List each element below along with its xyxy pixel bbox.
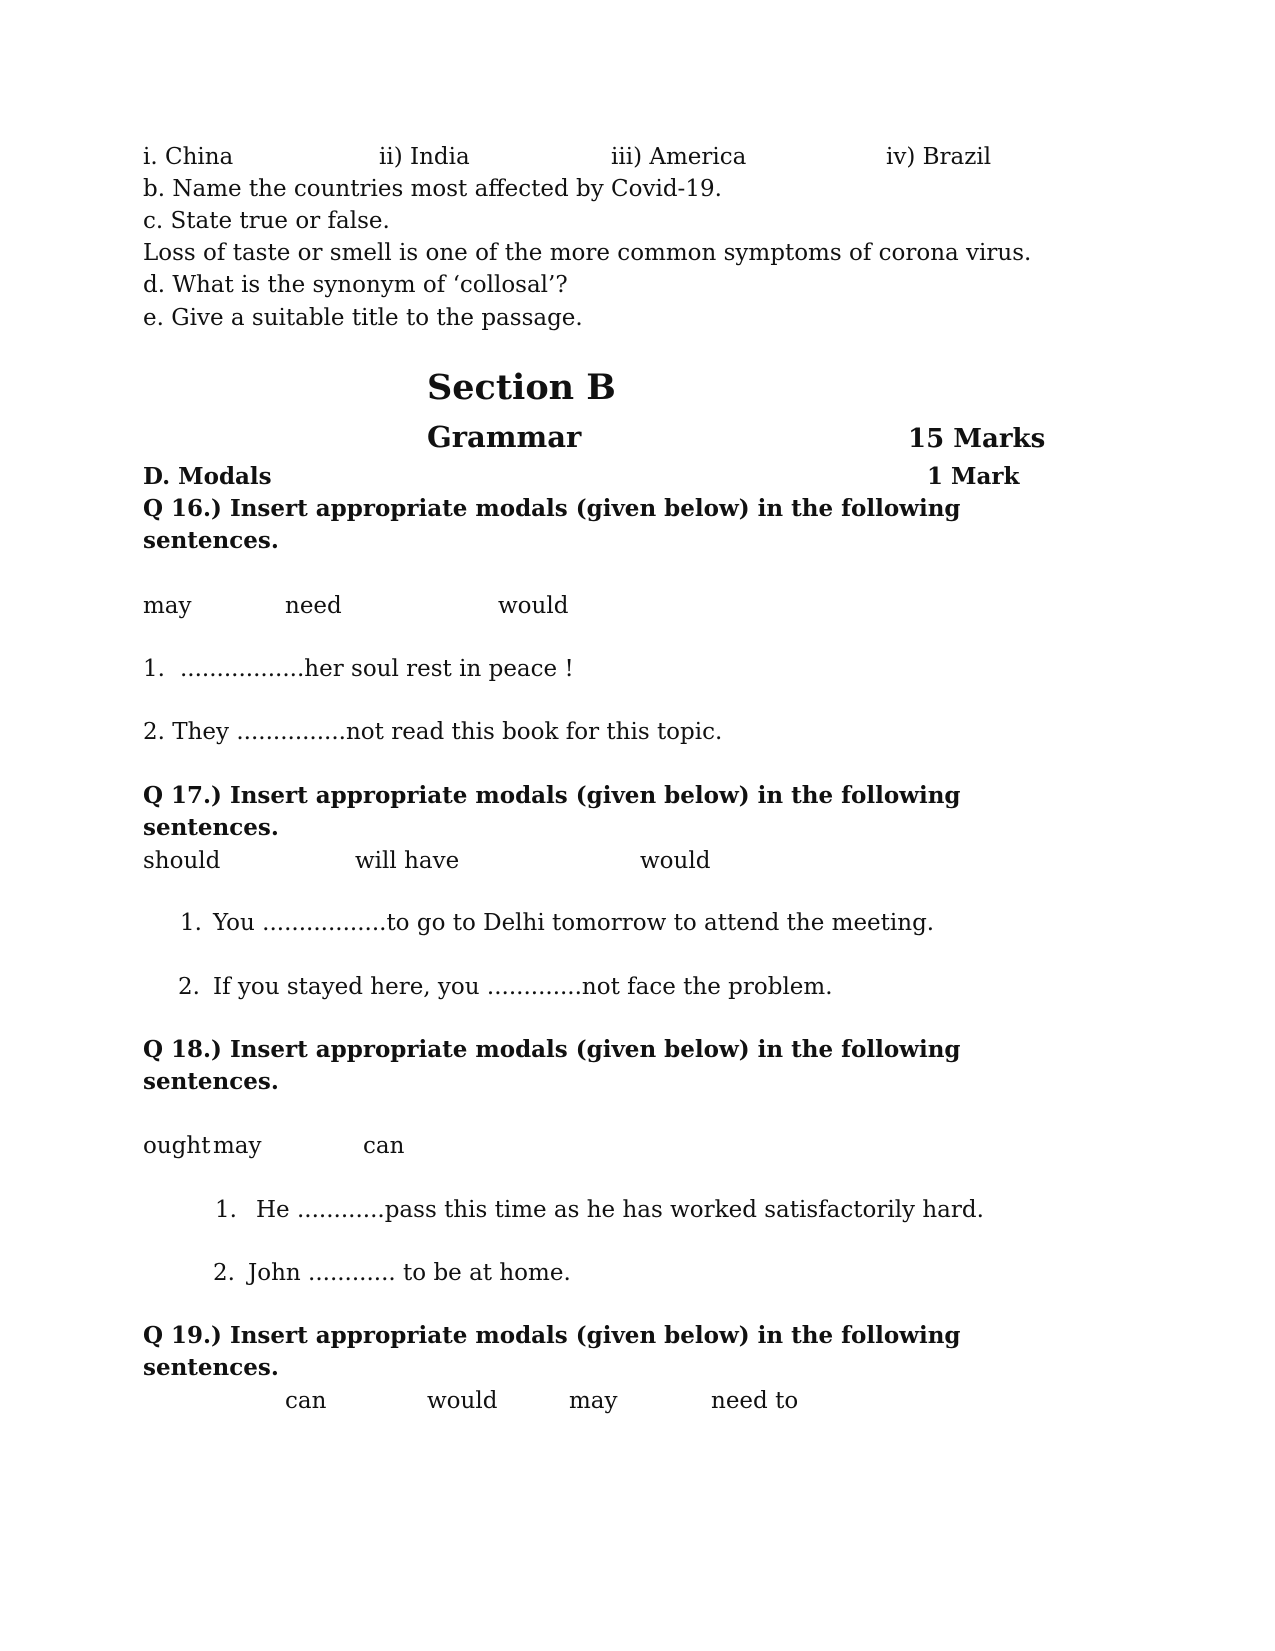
option-america: iii) America: [611, 144, 747, 170]
q16-sentence-2: 2. They ...............not read this book for this topic.: [143, 719, 723, 745]
question-c: c. State true or false.: [143, 208, 390, 234]
q17-word-will-have: will have: [355, 848, 460, 874]
modals-heading: D. Modals: [143, 463, 272, 490]
option-brazil: iv) Brazil: [886, 144, 992, 170]
q18-word-ought: ought: [143, 1133, 211, 1159]
q18-s2-number: 2.: [213, 1260, 235, 1286]
q18-sentence-2: John ............ to be at home.: [248, 1260, 571, 1286]
section-subtitle: Grammar: [427, 420, 582, 454]
question-d: d. What is the synonym of ‘collosal’?: [143, 272, 568, 298]
q16-sentence-1: .................her soul rest in peace !: [180, 656, 574, 682]
q19-line1: Q 19.) Insert appropriate modals (given below) in the following: [143, 1322, 961, 1349]
modals-marks: 1 Mark: [927, 463, 1020, 490]
q17-word-should: should: [143, 848, 221, 874]
q18-word-can: can: [363, 1133, 405, 1159]
q17-word-would: would: [640, 848, 711, 874]
q18-s1-number: 1.: [215, 1197, 237, 1223]
question-c-statement: Loss of taste or smell is one of the more common symptoms of corona virus.: [143, 240, 1032, 266]
q18-word-may: may: [213, 1133, 262, 1159]
q17-line2: sentences.: [143, 814, 279, 841]
question-e: e. Give a suitable title to the passage.: [143, 305, 583, 331]
q17-line1: Q 17.) Insert appropriate modals (given below) in the following: [143, 782, 961, 809]
q16-line2: sentences.: [143, 527, 279, 554]
option-china: i. China: [143, 144, 234, 170]
q16-line1: Q 16.) Insert appropriate modals (given below) in the following: [143, 495, 961, 522]
option-india: ii) India: [379, 144, 470, 170]
q17-sentence-2: If you stayed here, you .............not face the problem.: [213, 974, 833, 1000]
section-marks: 15 Marks: [908, 424, 1046, 454]
q16-word-need: need: [285, 593, 342, 619]
q16-s1-number: 1.: [143, 656, 165, 682]
q17-sentence-1: You .................to go to Delhi tomorrow to attend the meeting.: [213, 910, 935, 936]
q18-line2: sentences.: [143, 1068, 279, 1095]
section-title: Section B: [427, 367, 616, 408]
q16-word-would: would: [498, 593, 569, 619]
q17-s2-number: 2.: [178, 974, 200, 1000]
q19-line2: sentences.: [143, 1354, 279, 1381]
q19-word-can: can: [285, 1388, 327, 1414]
question-b: b. Name the countries most affected by Covid-19.: [143, 176, 722, 202]
q19-word-need-to: need to: [711, 1388, 799, 1414]
q16-word-may: may: [143, 593, 192, 619]
q18-line1: Q 18.) Insert appropriate modals (given below) in the following: [143, 1036, 961, 1063]
q18-sentence-1: He ............pass this time as he has worked satisfactorily hard.: [256, 1197, 984, 1223]
q19-word-would: would: [427, 1388, 498, 1414]
q17-s1-number: 1.: [180, 910, 202, 936]
q19-word-may: may: [569, 1388, 618, 1414]
